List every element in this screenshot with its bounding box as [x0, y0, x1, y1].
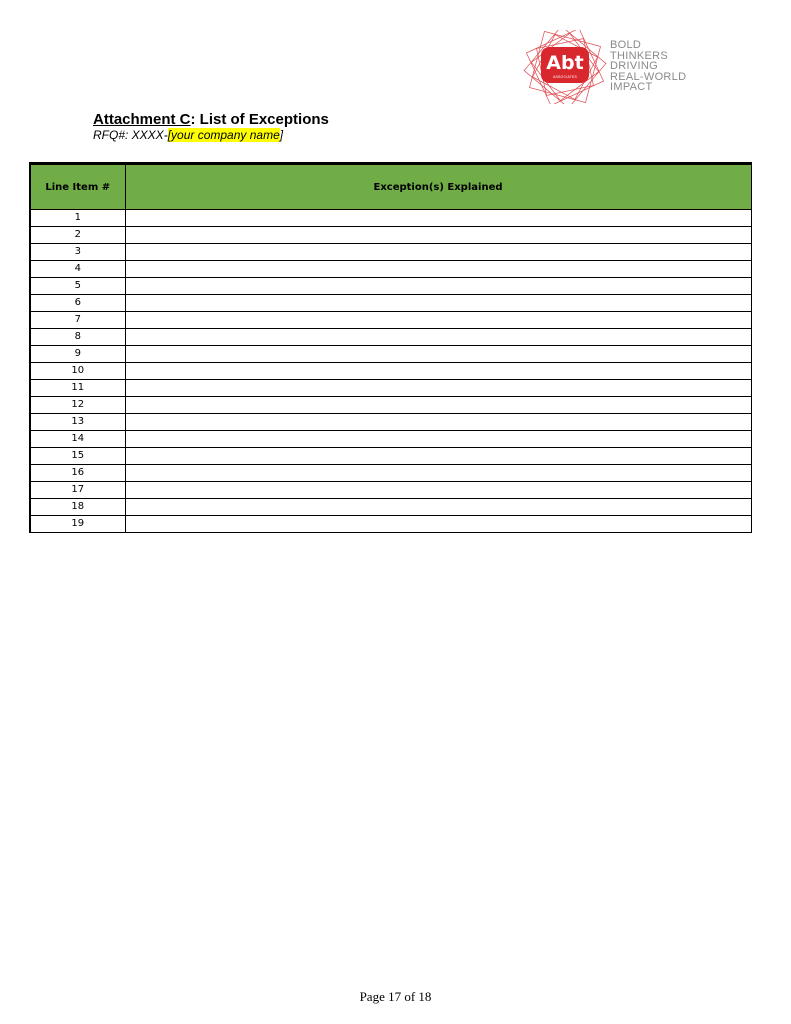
line-item-cell: 17 [30, 482, 125, 499]
line-item-cell: 3 [30, 244, 125, 261]
line-item-cell: 13 [30, 414, 125, 431]
logo-tagline [610, 40, 686, 93]
table-header-row [30, 164, 751, 210]
exception-cell[interactable] [125, 346, 751, 363]
line-item-cell: 7 [30, 312, 125, 329]
page-number: Page 17 of 18 [359, 989, 432, 1004]
exception-cell[interactable] [125, 431, 751, 448]
exception-cell[interactable] [125, 278, 751, 295]
exception-cell[interactable] [125, 499, 751, 516]
title-attachment: Attachment C [93, 111, 191, 128]
rfq-company-placeholder: [your company name [167, 128, 280, 142]
tagline-line: THINKERS [610, 49, 669, 62]
line-item-cell: 9 [30, 346, 125, 363]
table-row [30, 482, 751, 499]
abt-associates-logo [517, 30, 717, 104]
table-row [30, 431, 751, 448]
exception-cell[interactable] [125, 397, 751, 414]
table-row [30, 499, 751, 516]
line-item-cell: 14 [30, 431, 125, 448]
line-item-cell: 15 [30, 448, 125, 465]
exception-cell[interactable] [125, 261, 751, 278]
table-row [30, 261, 751, 278]
exception-cell[interactable] [125, 227, 751, 244]
exception-cell[interactable] [125, 329, 751, 346]
line-item-cell: 19 [30, 516, 125, 533]
line-item-cell: 6 [30, 295, 125, 312]
page-title [93, 111, 329, 128]
table-row [30, 397, 751, 414]
exception-cell[interactable] [125, 210, 751, 227]
rfq-line [93, 128, 329, 142]
logo-subtext: ASSOCIATES [552, 75, 578, 79]
tagline-line: BOLD [610, 39, 642, 51]
table-row [30, 329, 751, 346]
table-row [30, 448, 751, 465]
document-heading [93, 111, 329, 142]
table-row [30, 346, 751, 363]
exception-cell[interactable] [125, 482, 751, 499]
exception-cell[interactable] [125, 312, 751, 329]
exception-cell[interactable] [125, 414, 751, 431]
exception-cell[interactable] [125, 516, 751, 533]
exception-cell[interactable] [125, 295, 751, 312]
line-item-cell: 4 [30, 261, 125, 278]
table-row [30, 363, 751, 380]
line-item-cell: 12 [30, 397, 125, 414]
line-item-cell: 8 [30, 329, 125, 346]
table-row [30, 295, 751, 312]
table-row [30, 380, 751, 397]
line-item-cell: 1 [30, 210, 125, 227]
rfq-suffix: ] [279, 128, 284, 142]
table-row [30, 312, 751, 329]
exception-cell[interactable] [125, 363, 751, 380]
table-row [30, 227, 751, 244]
column-header-exception: Exception(s) Explained [125, 164, 751, 210]
rfq-prefix: RFQ#: XXXX- [93, 128, 168, 142]
table-row [30, 414, 751, 431]
line-item-cell: 5 [30, 278, 125, 295]
line-item-cell: 2 [30, 227, 125, 244]
line-item-cell: 18 [30, 499, 125, 516]
exceptions-table [29, 162, 752, 533]
table-row [30, 244, 751, 261]
tagline-line: REAL-WORLD [610, 70, 687, 83]
table-row [30, 516, 751, 533]
table-row [30, 210, 751, 227]
line-item-cell: 10 [30, 363, 125, 380]
logo-wordmark: Abt [546, 52, 584, 74]
line-item-cell: 16 [30, 465, 125, 482]
tagline-line: DRIVING [610, 60, 658, 72]
column-header-line-item: Line Item # [30, 164, 125, 210]
line-item-cell: 11 [30, 380, 125, 397]
exception-cell[interactable] [125, 380, 751, 397]
table-row [30, 465, 751, 482]
exception-cell[interactable] [125, 448, 751, 465]
exception-cell[interactable] [125, 465, 751, 482]
tagline-line: IMPACT [610, 81, 653, 93]
exception-cell[interactable] [125, 244, 751, 261]
title-rest: : List of Exceptions [190, 111, 329, 128]
table-row [30, 278, 751, 295]
